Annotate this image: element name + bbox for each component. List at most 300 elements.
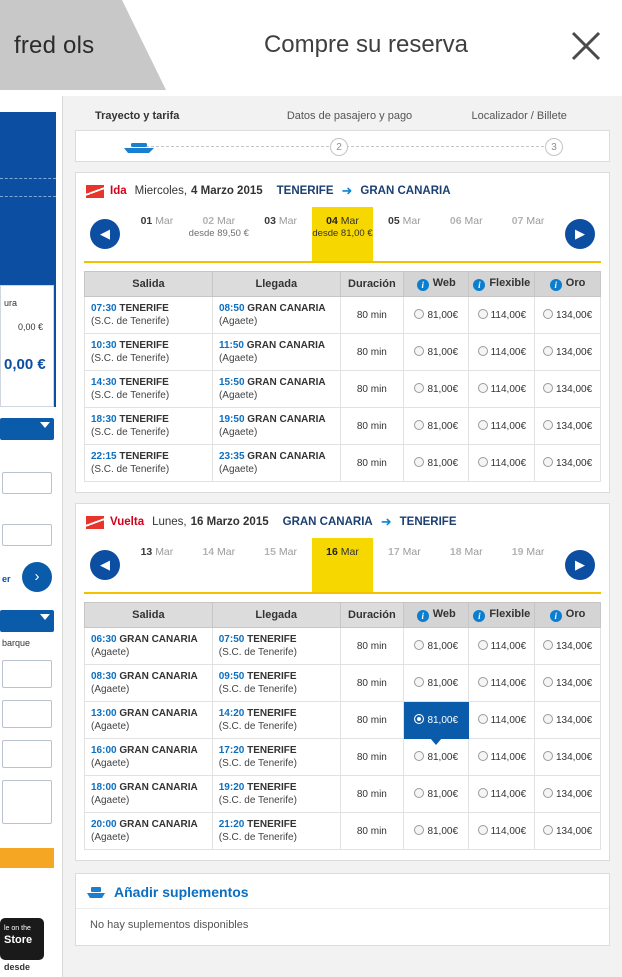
supplements-icon [86,885,106,899]
cell-duration: 80 min [340,702,403,739]
fred-olsen-flag-icon [86,516,104,529]
cell-duration: 80 min [340,813,403,850]
arrival-port: GRAN CANARIA [247,414,326,425]
store-line-2: Store [4,934,33,947]
column-oro-label: Oro [565,608,586,620]
departure-port: GRAN CANARIA [119,745,198,756]
cell-departure [85,776,213,813]
departure-terminal: (Agaete) [91,721,130,732]
inbound-next-dates-button[interactable]: ▶ [565,550,595,580]
fare-oro-price: 134,00€ [556,421,593,432]
departure-port: TENERIFE [119,340,169,351]
inbound-date-strip [84,538,601,594]
background-input-5[interactable] [2,740,52,768]
cell-departure [85,665,213,702]
cell-arrival [212,371,340,408]
table-header-row [85,603,601,628]
column-web-label: Web [432,277,456,289]
arrival-terminal: (Agaete) [218,464,258,475]
radio-icon[interactable] [543,788,553,798]
arrival-time: 23:35 [218,451,245,462]
fare-flexible-price: 114,00€ [490,310,527,321]
departure-port: TENERIFE [119,303,169,314]
date-cell-selected[interactable] [312,538,374,592]
departure-time: 18:00 [91,782,117,793]
date-number: 05 [388,215,400,227]
date-month: Mar [340,215,359,227]
fare-web-price: 81,00€ [427,826,459,837]
departure-port: GRAN CANARIA [119,819,198,830]
column-flexible-label: Flexible [489,277,531,289]
fare-oro-price: 134,00€ [556,752,593,763]
date-price: desde 81,00 € [312,228,373,240]
fare-flexible-price: 114,00€ [490,347,527,358]
table-row[interactable] [85,408,601,445]
column-oro [535,603,601,628]
supplements-empty-text: No hay suplementos disponibles [90,919,249,931]
date-cell[interactable] [435,207,497,261]
modal-header [0,0,622,96]
arrival-port: TENERIFE [247,819,297,830]
radio-icon[interactable] [478,383,488,393]
date-cell[interactable] [250,207,312,261]
radio-icon[interactable] [543,751,553,761]
arrival-terminal: (Agaete) [218,390,258,401]
inbound-direction-label: Vuelta [110,516,145,528]
fare-web-price: 81,00€ [427,678,459,689]
fare-web-price: 81,00€ [427,752,459,763]
date-number: 03 [264,215,276,227]
column-salida: Salida [85,272,213,297]
inbound-prev-dates-button[interactable]: ◀ [90,550,120,580]
radio-icon[interactable] [543,309,553,319]
date-number: 16 [326,546,338,558]
info-icon[interactable]: i [550,279,562,291]
departure-terminal: (S.C. de Tenerife) [91,353,170,364]
fare-oro[interactable] [535,334,601,371]
fare-oro[interactable] [535,702,601,739]
arrival-port: TENERIFE [247,634,297,645]
cell-arrival [212,776,340,813]
cell-arrival [212,628,340,665]
fare-web[interactable] [404,776,469,813]
date-cell[interactable] [250,538,312,592]
departure-time: 13:00 [91,708,117,719]
fare-oro[interactable] [535,297,601,334]
arrival-terminal: (S.C. de Tenerife) [218,721,297,732]
table-row[interactable] [85,628,601,665]
date-month: Mar [155,215,174,227]
fare-oro[interactable] [535,776,601,813]
info-icon[interactable]: i [417,279,429,291]
departure-port: TENERIFE [119,414,169,425]
table-row[interactable] [85,297,601,334]
date-cell[interactable] [435,538,497,592]
departure-port: GRAN CANARIA [119,634,198,645]
cell-duration: 80 min [340,665,403,702]
step-bar [75,130,610,162]
radio-icon[interactable] [543,677,553,687]
radio-icon[interactable] [543,640,553,650]
info-icon[interactable]: i [417,610,429,622]
departure-time: 18:30 [91,414,117,425]
outbound-date: 4 Marzo 2015 [191,185,263,197]
cell-departure [85,628,213,665]
fare-web-selected[interactable] [404,702,469,739]
arrival-time: 07:50 [218,634,245,645]
background-dropdown-1[interactable] [0,418,54,440]
outbound-direction-label: Ida [110,185,127,197]
inbound-date: 16 Marzo 2015 [190,516,269,528]
radio-icon[interactable] [478,420,488,430]
date-month: Mar [340,546,359,558]
radio-icon[interactable] [414,346,424,356]
date-month: Mar [217,546,236,558]
radio-icon[interactable] [414,420,424,430]
info-icon[interactable]: i [473,279,485,291]
date-cell[interactable] [373,538,435,592]
date-number: 15 [264,546,276,558]
arrival-terminal: (S.C. de Tenerife) [218,795,297,806]
date-cell[interactable] [126,538,188,592]
step-dot-3[interactable]: 3 [545,138,563,156]
date-price: desde 89,50 € [188,228,249,240]
arrival-time: 21:20 [218,819,245,830]
fare-flexible-price: 114,00€ [490,752,527,763]
date-cell[interactable] [126,207,188,261]
table-header-row [85,272,601,297]
date-month: Mar [526,215,545,227]
radio-icon[interactable] [414,825,424,835]
fare-web-price: 81,00€ [427,384,459,395]
departure-terminal: (S.C. de Tenerife) [91,427,170,438]
arrival-port: GRAN CANARIA [247,303,326,314]
radio-icon[interactable] [414,457,424,467]
radio-icon[interactable] [414,677,424,687]
background-divider [0,178,56,179]
table-row[interactable] [85,665,601,702]
arrival-time: 14:20 [218,708,245,719]
supplements-panel [75,873,610,946]
departure-port: GRAN CANARIA [119,782,198,793]
fare-oro[interactable] [535,739,601,776]
fare-web[interactable] [404,371,469,408]
step-label-1: Trayecto y tarifa [95,110,180,122]
date-month: Mar [217,215,236,227]
outbound-date-prefix: Miercoles, [134,185,188,197]
arrival-time: 19:20 [218,782,245,793]
fare-flexible-price: 114,00€ [490,678,527,689]
arrival-time: 11:50 [218,340,244,351]
arrival-time: 15:50 [218,377,245,388]
departure-time: 08:30 [91,671,117,682]
fare-web[interactable] [404,813,469,850]
date-month: Mar [278,546,297,558]
background-cta-button[interactable] [0,848,54,868]
fare-oro[interactable] [535,371,601,408]
fare-web[interactable] [404,408,469,445]
radio-icon[interactable] [414,309,424,319]
arrival-port: GRAN CANARIA [246,340,326,351]
step-indicator [75,110,610,162]
departure-time: 22:15 [91,451,117,462]
column-flexible [469,272,535,297]
table-row[interactable] [85,739,601,776]
date-number: 19 [511,546,524,558]
radio-icon[interactable] [478,677,488,687]
fare-oro[interactable] [535,445,601,482]
date-month: Mar [402,215,421,227]
cell-departure [85,371,213,408]
cell-duration: 80 min [340,776,403,813]
outbound-schedule-table [84,271,601,482]
table-row[interactable] [85,371,601,408]
arrival-terminal: (S.C. de Tenerife) [218,832,297,843]
column-web [404,272,469,297]
background-label-er: er [2,574,11,584]
fare-flexible-price: 114,00€ [490,458,527,469]
inbound-dates [126,538,559,592]
page-title: Compre su reserva [263,31,469,58]
fare-oro[interactable] [535,408,601,445]
cell-arrival [212,813,340,850]
departure-time: 07:30 [91,303,117,314]
arrival-terminal: (Agaete) [218,316,258,327]
departure-port: TENERIFE [119,377,169,388]
background-next-button[interactable]: › [22,562,52,592]
fare-flexible-price: 114,00€ [490,715,527,726]
date-cell[interactable] [497,538,559,592]
cell-duration: 80 min [340,628,403,665]
fare-web-price: 81,00€ [427,458,459,469]
radio-icon[interactable] [543,714,553,724]
fare-flexible[interactable] [469,408,535,445]
fred-olsen-flag-icon [86,185,104,198]
arrival-terminal: (Agaete) [218,427,258,438]
fare-web[interactable] [404,334,469,371]
app-store-badge[interactable] [0,918,44,960]
outbound-next-dates-button[interactable]: ▶ [565,219,595,249]
cell-arrival [212,297,340,334]
fare-web[interactable] [404,445,469,482]
radio-icon[interactable] [478,751,488,761]
outbound-dates [126,207,559,261]
outbound-origin: TENERIFE [276,185,334,197]
background-input-4[interactable] [2,700,52,728]
arrival-port: GRAN CANARIA [247,451,326,462]
route-arrow-icon: ➜ [341,183,353,198]
radio-icon[interactable] [543,420,553,430]
radio-icon-selected[interactable] [414,714,424,724]
radio-icon[interactable] [478,309,488,319]
date-cell-selected[interactable] [312,207,374,261]
fare-flexible[interactable] [469,445,535,482]
fare-web-price: 81,00€ [427,715,459,726]
arrival-time: 08:50 [218,303,245,314]
step-dot-2[interactable]: 2 [330,138,348,156]
column-duracion: Duración [340,603,403,628]
radio-icon[interactable] [543,825,553,835]
column-oro [535,272,601,297]
table-row-selected[interactable] [85,702,601,739]
table-row[interactable] [85,813,601,850]
fare-flexible[interactable] [469,371,535,408]
date-number: 13 [140,546,153,558]
radio-icon[interactable] [478,346,488,356]
chevron-down-icon [40,422,50,428]
departure-time: 10:30 [91,340,117,351]
date-number: 04 [326,215,338,227]
radio-icon[interactable] [414,640,424,650]
arrival-port: TENERIFE [247,782,297,793]
arrival-terminal: (S.C. de Tenerife) [218,647,297,658]
column-web-label: Web [432,608,456,620]
fare-web[interactable] [404,628,469,665]
background-input-2[interactable] [2,524,52,546]
inbound-destination: TENERIFE [399,516,457,528]
arrival-port: GRAN CANARIA [247,377,326,388]
step-labels [75,110,610,122]
background-input-6[interactable] [2,780,52,824]
info-icon[interactable]: i [473,610,485,622]
fare-flexible[interactable] [469,297,535,334]
arrival-port: TENERIFE [247,708,297,719]
departure-time: 16:00 [91,745,117,756]
table-row[interactable] [85,776,601,813]
cell-duration: 80 min [340,334,403,371]
arrival-terminal: (S.C. de Tenerife) [218,758,297,769]
radio-icon[interactable] [478,825,488,835]
date-cell[interactable] [188,207,250,261]
table-row[interactable] [85,334,601,371]
outbound-prev-dates-button[interactable]: ◀ [90,219,120,249]
table-row[interactable] [85,445,601,482]
column-web [404,603,469,628]
fare-flexible-price: 114,00€ [490,641,527,652]
date-cell[interactable] [373,207,435,261]
cell-arrival [212,408,340,445]
departure-time: 06:30 [91,634,117,645]
cell-arrival [212,702,340,739]
background-input-1[interactable] [2,472,52,494]
cell-departure [85,334,213,371]
fare-flexible[interactable] [469,665,535,702]
date-month: Mar [464,546,483,558]
fare-web-price: 81,00€ [427,421,459,432]
info-icon[interactable]: i [550,610,562,622]
arrival-terminal: (S.C. de Tenerife) [218,684,297,695]
background-price-small: 0,00 € [18,322,44,332]
close-icon[interactable] [566,26,606,66]
radio-icon[interactable] [478,457,488,467]
background-page [0,0,62,977]
background-price-big: 0,00 € [4,356,46,373]
store-line-1: le on the [4,925,31,932]
cell-departure [85,702,213,739]
fare-oro[interactable] [535,628,601,665]
arrival-terminal: (Agaete) [218,353,258,364]
cell-departure [85,297,213,334]
departure-terminal: (Agaete) [91,758,130,769]
cell-departure [85,813,213,850]
background-desde-label: desde [4,962,31,972]
column-duracion: Duración [340,272,403,297]
fare-web-price: 81,00€ [427,789,459,800]
date-number: 17 [388,546,400,558]
fare-flexible[interactable] [469,739,535,776]
departure-terminal: (Agaete) [91,684,130,695]
date-number: 07 [511,215,524,227]
background-divider [0,196,56,197]
fare-flexible-price: 114,00€ [490,826,527,837]
departure-port: GRAN CANARIA [119,671,198,682]
fare-web-price: 81,00€ [427,641,459,652]
radio-icon[interactable] [414,383,424,393]
radio-icon[interactable] [414,788,424,798]
fare-flexible-price: 114,00€ [490,421,527,432]
fare-flexible[interactable] [469,813,535,850]
departure-port: GRAN CANARIA [119,708,198,719]
date-cell[interactable] [188,538,250,592]
cell-arrival [212,334,340,371]
cell-duration: 80 min [340,739,403,776]
arrival-time: 17:20 [218,745,245,756]
cell-arrival [212,739,340,776]
fare-oro-price: 134,00€ [556,715,593,726]
inbound-origin: GRAN CANARIA [282,516,373,528]
arrival-time: 19:50 [218,414,245,425]
radio-icon[interactable] [543,383,553,393]
radio-icon[interactable] [478,788,488,798]
fare-oro-price: 134,00€ [556,347,593,358]
brand-logo-text: fred ols [14,32,95,59]
background-label-ura: ura [4,298,18,308]
background-input-3[interactable] [2,660,52,688]
fare-web-price: 81,00€ [427,347,459,358]
background-dropdown-2[interactable] [0,610,54,632]
outbound-header [84,181,601,207]
fare-oro[interactable] [535,813,601,850]
fare-flexible[interactable] [469,628,535,665]
departure-time: 14:30 [91,377,117,388]
chevron-down-icon [40,614,50,620]
step-label-3: Localizador / Billete [471,110,567,122]
departure-time: 20:00 [91,819,117,830]
departure-terminal: (Agaete) [91,647,130,658]
radio-icon[interactable] [478,714,488,724]
radio-icon[interactable] [543,457,553,467]
departure-terminal: (S.C. de Tenerife) [91,390,170,401]
radio-icon[interactable] [414,751,424,761]
radio-icon[interactable] [478,640,488,650]
fare-flexible[interactable] [469,702,535,739]
arrival-port: TENERIFE [247,745,297,756]
date-cell[interactable] [497,207,559,261]
fare-web-price: 81,00€ [427,310,459,321]
column-oro-label: Oro [565,277,586,289]
fare-web[interactable] [404,665,469,702]
fare-flexible[interactable] [469,776,535,813]
date-number: 02 [202,215,215,227]
radio-icon[interactable] [543,346,553,356]
date-number: 14 [202,546,215,558]
fare-flexible[interactable] [469,334,535,371]
cell-arrival [212,445,340,482]
inbound-header [84,512,601,538]
fare-oro-price: 134,00€ [556,384,593,395]
fare-oro[interactable] [535,665,601,702]
fare-web[interactable] [404,297,469,334]
